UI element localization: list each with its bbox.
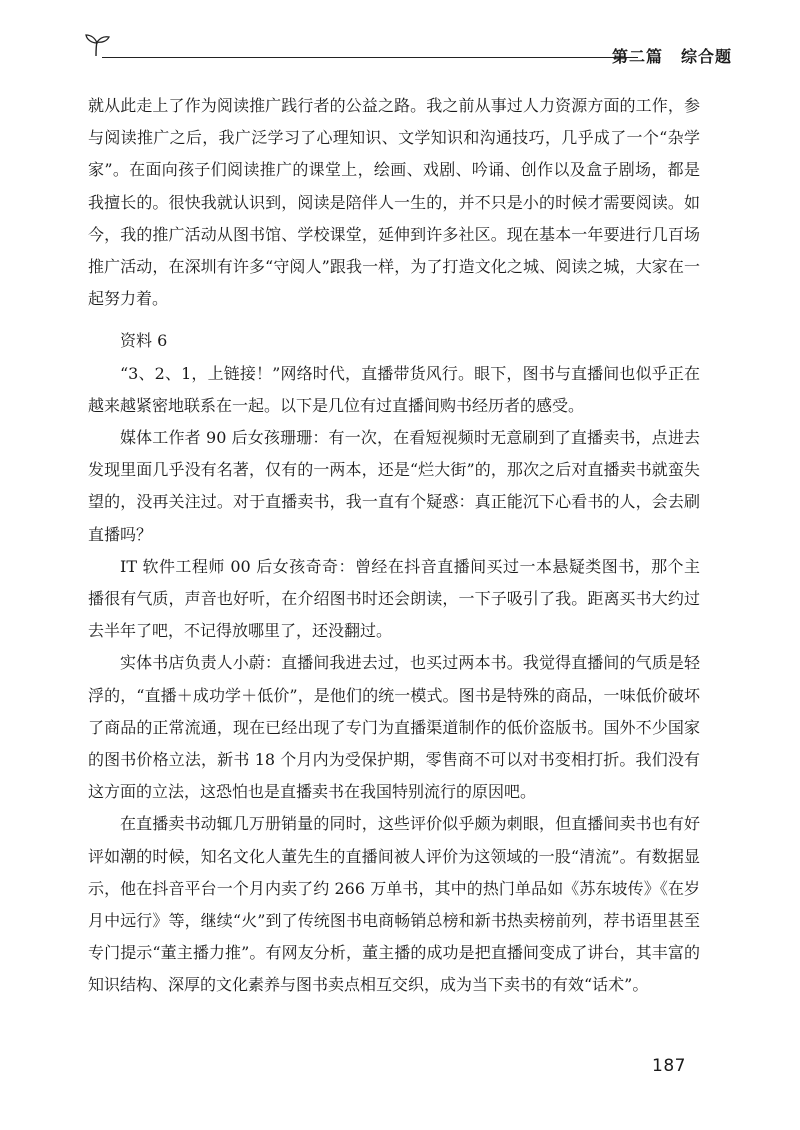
running-header <box>82 30 732 70</box>
paragraph-continued: 就从此走上了作为阅读推广践行者的公益之路。我之前从事过人力资源方面的工作，参与阅读推广之后，我广泛学习了心理知识、文学知识和沟通技巧，几乎成了一个“杂学家”。在面向孩子们阅读推广的课堂上，绘画、戏剧、吟诵、创作以及盒子剧场，都是我擅长的。很快我就认识到，阅读是陪伴人一生的，并不只是小的时候才需要阅读。如今，我的推广活动从图书馆、学校课堂，延伸到许多社区。现在基本一年要进行几百场推广活动，在深圳有许多“守阅人”跟我一样，为了打造文化之城、阅读之城，大家在一起努力着。 <box>88 96 700 309</box>
section-title <box>612 44 732 67</box>
part-label: 第二篇 <box>611 47 663 66</box>
sprout-icon <box>82 32 112 58</box>
paragraph-dong: 在直播卖书动辄几万册销量的同时，这些评价似乎颇为刺眼，但直播间卖书也有好评如潮的时候，知名文化人董先生的直播间被人评价为这领域的一股“清流”。有数据显示，他在抖音平台一个月内卖了约 266 万单书，其中的热门单品如《苏东坡传》《在岁月中远行》等，继续“火”到了传统图书电商畅销总榜和新书热卖榜前列，荐书语里甚至专门提示“董主播力推”。有网友分析，董主播的成功是把直播间变成了讲台，其丰富的知识结构、深厚的文化素养与图书卖点相互交织，成为当下卖书的有效“话术”。 <box>88 814 700 995</box>
paragraph-shanshan: 媒体工作者 90 后女孩珊珊：有一次，在看短视频时无意刷到了直播卖书，点进去发现里面几乎没有名著，仅有的一两本，还是“烂大街”的，那次之后对直播卖书就蛮失望的，没再关注过。对于直播卖书，我一直有个疑惑：真正能沉下心看书的人，会去刷直播吗？ <box>88 428 700 544</box>
paragraph-qiqi: IT 软件工程师 00 后女孩奇奇：曾经在抖音直播间买过一本悬疑类图书，那个主播很有气质，声音也好听，在介绍图书时还会朗读，一下子吸引了我。距离买书大约过去半年了吧，不记得放哪里了，还没翻过。 <box>88 556 700 641</box>
material-label: 资料 6 <box>120 331 168 351</box>
page-number: 187 <box>652 1056 686 1076</box>
paragraph-intro: “3、2、1，上链接！”网络时代，直播带货风行。眼下，图书与直播间也似乎正在越来越紧密地联系在一起。以下是几位有过直播间购书经历者的感受。 <box>88 363 700 415</box>
header-rule <box>102 57 638 58</box>
page-body <box>88 90 700 1002</box>
chapter-title: 综合题 <box>680 47 732 66</box>
paragraph-xiaowei: 实体书店负责人小蔚：直播间我进去过，也买过两本书。我觉得直播间的气质是轻浮的，“直播＋成功学＋低价”，是他们的统一模式。图书是特殊的商品，一味低价破坏了商品的正常流通，现在已经出现了专门为直播渠道制作的低价盗版书。国外不少国家的图书价格立法，新书 18 个月内为受保护期，零售商不可以对书变相打折。我们没有这方面的立法，这恐怕也是直播卖书在我国特别流行的原因吧。 <box>88 653 700 802</box>
